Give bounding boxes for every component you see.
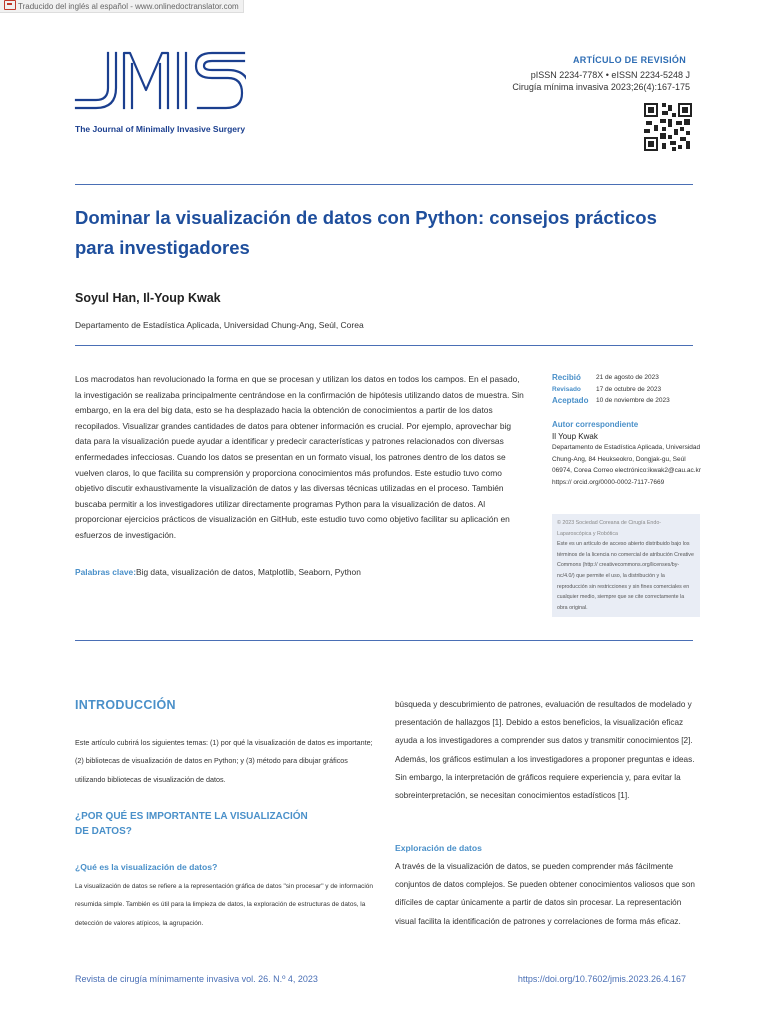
translator-notice-text: Traducido del inglés al español - www.onlinedoctranslator.com — [18, 2, 239, 11]
citation: Cirugía mínima invasiva 2023;26(4):167-175 — [512, 82, 690, 92]
keywords-label: Palabras clave: — [75, 567, 136, 577]
revised-row — [552, 384, 702, 396]
article-type: ARTÍCULO DE REVISIÓN — [572, 55, 686, 65]
issn: pISSN 2234-778X • eISSN 2234-5248 J — [530, 70, 690, 80]
footer-journal-reference: Revista de cirugía mínimamente invasiva vol. 26. N.º 4, 2023 — [75, 974, 318, 984]
authors: Soyul Han, Il-Youp Kwak — [75, 291, 221, 305]
accepted-label: Aceptado — [552, 396, 589, 405]
revised-label: Revisado — [552, 385, 581, 393]
abstract-divider-top — [75, 345, 693, 346]
abstract: Los macrodatos han revolucionado la forma en que se procesan y utilizan los datos en todos los campos. En el pasado, la investigación se realizaba principalmente centrándose en la confirmación de hipótesis utilizando datos de muestra. Sin embargo, en la era del big data, esto se ha desplazado hacia la obtención de conocimientos a partir de los datos recopilados. Visualizar grandes cantidades de datos para obtener información es crucial. Por ejemplo, aprovechar big data para la visualización puede ayudar a identificar y predecir características y patrones relacionados con diversas enfermedades infecciosas. Cuando los datos se presentan en un formato visual, los patrones dentro de los datos se vuelven claros, lo que facilita su comprensión y proporciona conocimientos más profundos. Este estudio tuvo como objetivo discutir exhaustivamente la visualización de datos y las diversas técnicas utilizadas en el proceso. También buscaba permitir a los investigadores utilizar directamente programas Python para la visualización de datos. Al proporcionar ejercicios prácticos de visualización en GitHub, este estudio tuvo como objetivo facilitar su aplicación en esfuerzos de investigación. — [75, 374, 524, 540]
footer-doi-link[interactable]: https://doi.org/10.7602/jmis.2023.26.4.167 — [517, 974, 686, 984]
keywords-text: Big data, visualización de datos, Matplotlib, Seaborn, Python — [136, 567, 361, 577]
license-heading: © 2023 Sociedad Coreana de Cirugía Endo-Laparoscópica y Robótica — [557, 520, 662, 537]
corresponding-author-details[interactable]: Departamento de Estadística Aplicada, Universidad Chung-Ang, 84 Heukseokro, Dongjak-gu, Seúl 06974, Corea Correo electrónico:ikwak2@cau.ac.kr https:// orcid.org/0000-0002-7117-7669 — [552, 444, 701, 486]
translator-logo-icon — [4, 0, 16, 10]
article-dates — [552, 372, 702, 407]
accepted-row — [552, 395, 702, 407]
intro-paragraph: Este artículo cubrirá los siguientes temas: (1) por qué la visualización de datos es importante; (2) bibliotecas de visualización de datos en Python; y (3) método para dibujar gráficos utilizando bibliotecas de visualización de datos. — [75, 738, 373, 784]
received-label: Recibió — [552, 373, 581, 382]
received-date: 21 de agosto de 2023 — [596, 374, 659, 381]
header-divider — [75, 184, 693, 185]
license-text[interactable]: Este es un artículo de acceso abierto distribuido bajo los términos de la licencia no comercial de atribución Creative Commons (http:// creativecommons.org/licenses/by-nc/4.0/) que permite el uso, la distribución y la reproducción sin restricciones y sin fines comerciales en cualquier medio, siempre que se cite correctamente la obra original. — [557, 541, 694, 611]
corresponding-author-name: Il Youp Kwak — [552, 431, 598, 441]
corresponding-author-title: Autor correspondiente — [552, 420, 639, 429]
received-row — [552, 372, 702, 384]
why-heading: ¿POR QUÉ ES IMPORTANTE LA VISUALIZACIÓN DE DATOS? — [75, 811, 308, 838]
what-heading: ¿Qué es la visualización de datos? — [75, 862, 218, 872]
accepted-date: 10 de noviembre de 2023 — [596, 397, 670, 404]
abstract-divider-bottom — [75, 640, 693, 641]
jmis-logo — [74, 50, 246, 112]
corresponding-author — [552, 419, 702, 488]
revised-date: 17 de octubre de 2023 — [596, 385, 662, 393]
intro-heading: INTRODUCCIÓN — [75, 698, 176, 712]
translator-notice[interactable] — [0, 0, 244, 13]
right-column-paragraph: búsqueda y descubrimiento de patrones, evaluación de resultados de modelado y presentación de hallazgos [1]. Debido a estos beneficios, la visualización eficaz ayuda a los investigadores a comprender sus datos y transmitir conocimientos [2]. Además, los gráficos estimulan a los investigadores a proponer preguntas e ideas. Sin embargo, la interpretación de gráficos requiere experiencia y, para evitar la sobreinterpretación, se necesitan conocimientos estadísticos [1]. — [395, 700, 695, 801]
keywords — [75, 567, 535, 577]
affiliation: Departamento de Estadística Aplicada, Universidad Chung-Ang, Seúl, Corea — [75, 320, 364, 330]
license-box — [552, 514, 700, 617]
what-paragraph: La visualización de datos se refiere a la representación gráfica de datos "sin procesar" y de información resumida simple. También es útil para la limpieza de datos, la exploración de estructuras de datos, la detección de valores atípicos, la agrupación. — [75, 883, 374, 927]
journal-name: The Journal of Minimally Invasive Surgery — [75, 124, 246, 134]
article-title: Dominar la visualización de datos con Python: consejos prácticos para investigadores — [75, 207, 657, 258]
explore-heading: Exploración de datos — [395, 843, 482, 853]
explore-paragraph: A través de la visualización de datos, se pueden comprender más fácilmente conjuntos de datos complejos. Se pueden obtener conocimientos valiosos que son difíciles de captar únicamente a partir de datos sin procesar. La representación visual facilita la identificación de patrones y correlaciones de forma más eficaz. — [395, 862, 695, 926]
qr-code-icon[interactable] — [644, 103, 692, 151]
